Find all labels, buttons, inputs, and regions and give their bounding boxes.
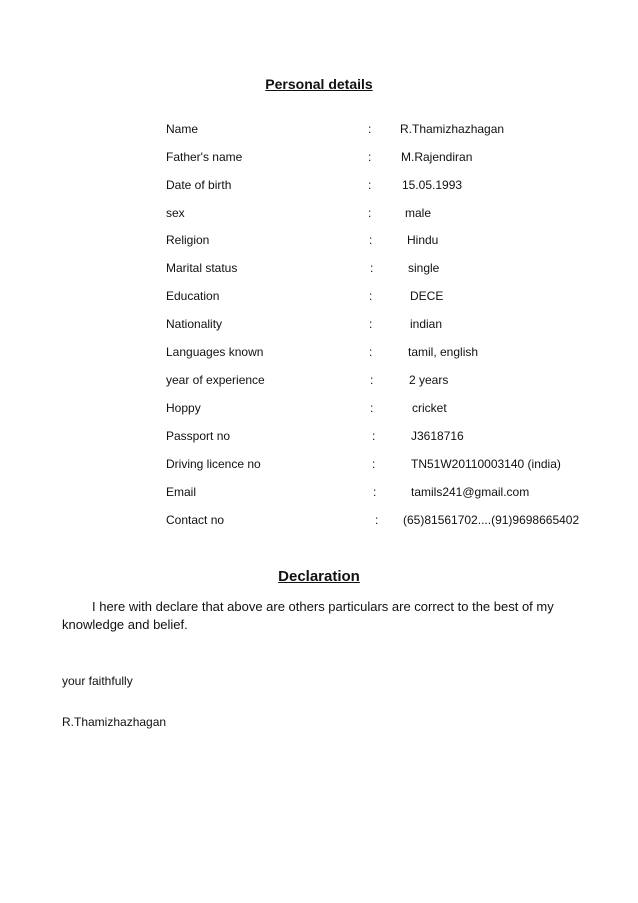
detail-separator: :: [372, 429, 376, 443]
detail-label: Marital status: [166, 261, 238, 275]
detail-separator: :: [369, 345, 373, 359]
detail-value: DECE: [410, 289, 444, 303]
detail-separator: :: [370, 261, 374, 275]
detail-value: cricket: [412, 401, 447, 415]
detail-separator: :: [368, 178, 372, 192]
detail-row: [0, 457, 638, 475]
detail-row: [0, 513, 638, 531]
declaration-heading: Declaration: [278, 568, 360, 585]
detail-value: TN51W20110003140 (india): [411, 457, 561, 471]
declaration-text: I here with declare that above are others particulars are correct to the best of my knowledge and belief.: [62, 599, 554, 632]
detail-separator: :: [372, 457, 376, 471]
detail-row: [0, 233, 638, 251]
detail-label: Nationality: [166, 317, 223, 331]
detail-value: indian: [410, 317, 443, 331]
detail-row: [0, 373, 638, 391]
personal-details-heading: Personal details: [265, 76, 373, 92]
detail-row: [0, 150, 638, 168]
detail-label: Contact no: [166, 513, 225, 527]
detail-label: Hoppy: [166, 401, 201, 415]
detail-label: Father's name: [166, 150, 243, 164]
detail-separator: :: [370, 373, 374, 387]
detail-value: male: [405, 206, 432, 220]
detail-value: 15.05.1993: [402, 178, 463, 192]
detail-label: year of experience: [166, 373, 265, 387]
detail-value: (65)81561702....(91)9698665402: [403, 513, 580, 527]
detail-separator: :: [368, 150, 372, 164]
detail-label: Driving licence no: [166, 457, 261, 471]
detail-value: R.Thamizhazhagan: [400, 122, 505, 136]
detail-row: [0, 401, 638, 419]
detail-separator: :: [375, 513, 379, 527]
detail-row: [0, 289, 638, 307]
detail-row: [0, 261, 638, 279]
detail-value: M.Rajendiran: [401, 150, 473, 164]
detail-row: [0, 485, 638, 503]
detail-row: [0, 317, 638, 335]
detail-label: sex: [166, 206, 185, 220]
detail-row: [0, 178, 638, 196]
detail-label: Passport no: [166, 429, 231, 443]
detail-label: Date of birth: [166, 178, 232, 192]
detail-label: Education: [166, 289, 220, 303]
detail-separator: :: [368, 122, 372, 136]
detail-value: single: [408, 261, 440, 275]
detail-value: tamils241@gmail.com: [411, 485, 530, 499]
detail-value: tamil, english: [408, 345, 479, 359]
detail-value: Hindu: [407, 233, 439, 247]
detail-value: J3618716: [411, 429, 464, 443]
detail-separator: :: [369, 317, 373, 331]
detail-row: [0, 122, 638, 140]
signature-name: R.Thamizhazhagan: [62, 715, 167, 729]
detail-separator: :: [373, 485, 377, 499]
detail-separator: :: [370, 401, 374, 415]
closing-text: your faithfully: [62, 674, 133, 688]
detail-label: Email: [166, 485, 197, 499]
detail-row: [0, 206, 638, 224]
detail-separator: :: [369, 289, 373, 303]
detail-label: Languages known: [166, 345, 264, 359]
detail-label: Religion: [166, 233, 210, 247]
detail-row: [0, 345, 638, 363]
detail-label: Name: [166, 122, 199, 136]
detail-row: [0, 429, 638, 447]
detail-value: 2 years: [409, 373, 449, 387]
detail-separator: :: [369, 233, 373, 247]
detail-separator: :: [368, 206, 372, 220]
